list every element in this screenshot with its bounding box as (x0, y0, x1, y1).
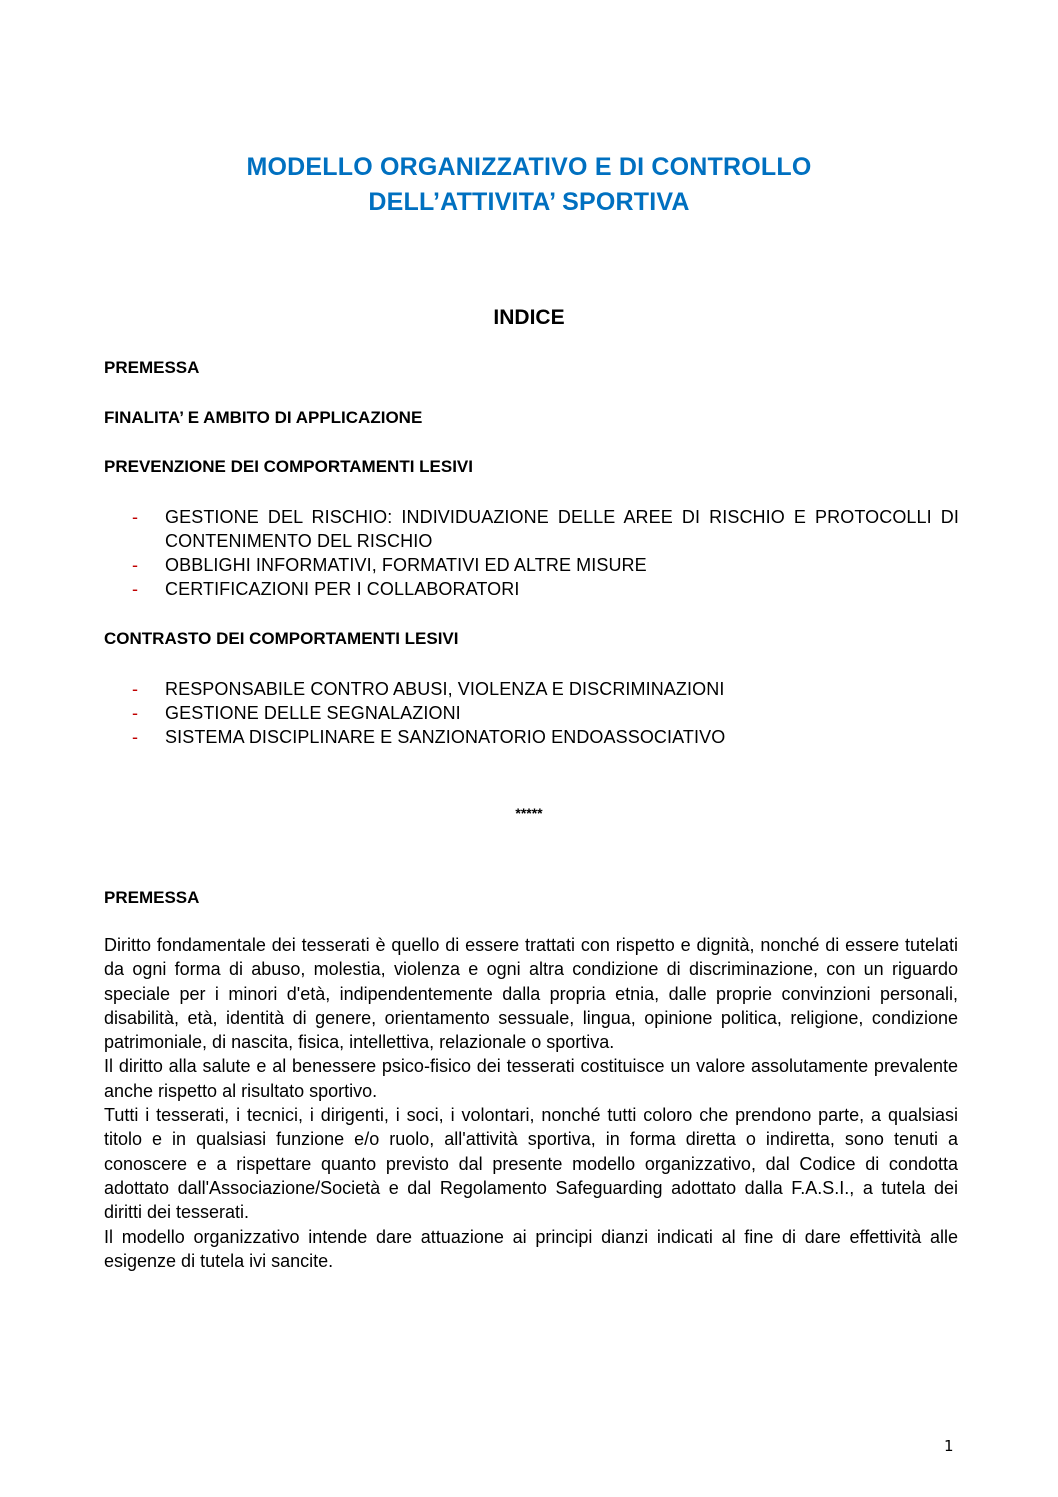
document-title-line-1: MODELLO ORGANIZZATIVO E DI CONTROLLO (246, 153, 812, 181)
bullet-dash: - (132, 507, 139, 527)
list-item (104, 577, 959, 601)
bullet-dash: - (132, 679, 139, 699)
document-title-line-2: DELL’ATTIVITA’ SPORTIVA (368, 188, 690, 216)
premessa-heading: PREMESSA (104, 888, 200, 907)
bullet-dash: - (132, 727, 139, 747)
list-item-text: GESTIONE DELLE SEGNALAZIONI (165, 703, 461, 723)
bullet-dash: - (132, 703, 139, 723)
index-heading: INDICE (493, 306, 565, 329)
index-section-prevenzione: PREVENZIONE DEI COMPORTAMENTI LESIVI (104, 457, 473, 476)
list-item-text: CERTIFICAZIONI PER I COLLABORATORI (165, 579, 520, 599)
list-item-text: OBBLIGHI INFORMATIVI, FORMATIVI ED ALTRE MISURE (165, 555, 647, 575)
premessa-paragraph: Tutti i tesserati, i tecnici, i dirigenti, i soci, i volontari, nonché tutti coloro che prendono parte, a qualsiasi titolo e in qualsiasi funzione e/o ruolo, all'attività sportiva, in forma diretta o indiretta, sono tenuti a conoscere e a rispettare quanto previsto dal presente modello organizzativo, dal Codice di condotta adottato dall'Associazione/Società e dal Regolamento Safeguarding adottato dalla F.A.S.I., a tutela dei diritti dei tesserati. (104, 1105, 958, 1223)
prevenzione-list (104, 505, 959, 601)
page-number: 1 (944, 1437, 954, 1455)
premessa-paragraph: Il modello organizzativo intende dare attuazione ai principi dianzi indicati al fine di dare effettività alle esigenze di tutela ivi sancite. (104, 1226, 958, 1271)
premessa-paragraph: Diritto fondamentale dei tesserati è quello di essere trattati con rispetto e dignità, nonché di essere tutelati da ogni forma di abuso, molestia, violenza e ogni altra condizione di discriminazione, con un riguardo speciale per i minori d'età, indipendentemente dalla propria etnia, dalle proprie convinzioni personali, disabilità, età, identità di genere, orientamento sessuale, lingua, opinione politica, religione, condizione patrimoniale, di nascita, fisica, intellettiva, relazionale o sportiva. (104, 935, 958, 1053)
list-item-text: SISTEMA DISCIPLINARE E SANZIONATORIO ENDOASSOCIATIVO (165, 727, 726, 747)
bullet-dash: - (132, 555, 139, 575)
index-section-contrasto: CONTRASTO DEI COMPORTAMENTI LESIVI (104, 629, 459, 648)
bullet-dash: - (132, 579, 139, 599)
index-section-premessa: PREMESSA (104, 358, 200, 377)
list-item (104, 725, 959, 749)
list-item (104, 701, 959, 725)
premessa-paragraph: Il diritto alla salute e al benessere psico-fisico dei tesserati costituisce un valore assolutamente prevalente anche rispetto al risultato sportivo. (104, 1056, 958, 1101)
index-section-finalita: FINALITA’ E AMBITO DI APPLICAZIONE (104, 408, 423, 427)
premessa-body (104, 933, 958, 1273)
list-item (104, 505, 959, 553)
list-item (104, 677, 959, 701)
list-item-text: RESPONSABILE CONTRO ABUSI, VIOLENZA E DISCRIMINAZIONI (165, 679, 725, 699)
section-separator: ***** (515, 805, 543, 821)
contrasto-list (104, 677, 959, 749)
list-item (104, 553, 959, 577)
list-item-text: GESTIONE DEL RISCHIO: INDIVIDUAZIONE DELLE AREE DI RISCHIO E PROTOCOLLI DI CONTENIMENTO DEL RISCHIO (165, 507, 959, 551)
